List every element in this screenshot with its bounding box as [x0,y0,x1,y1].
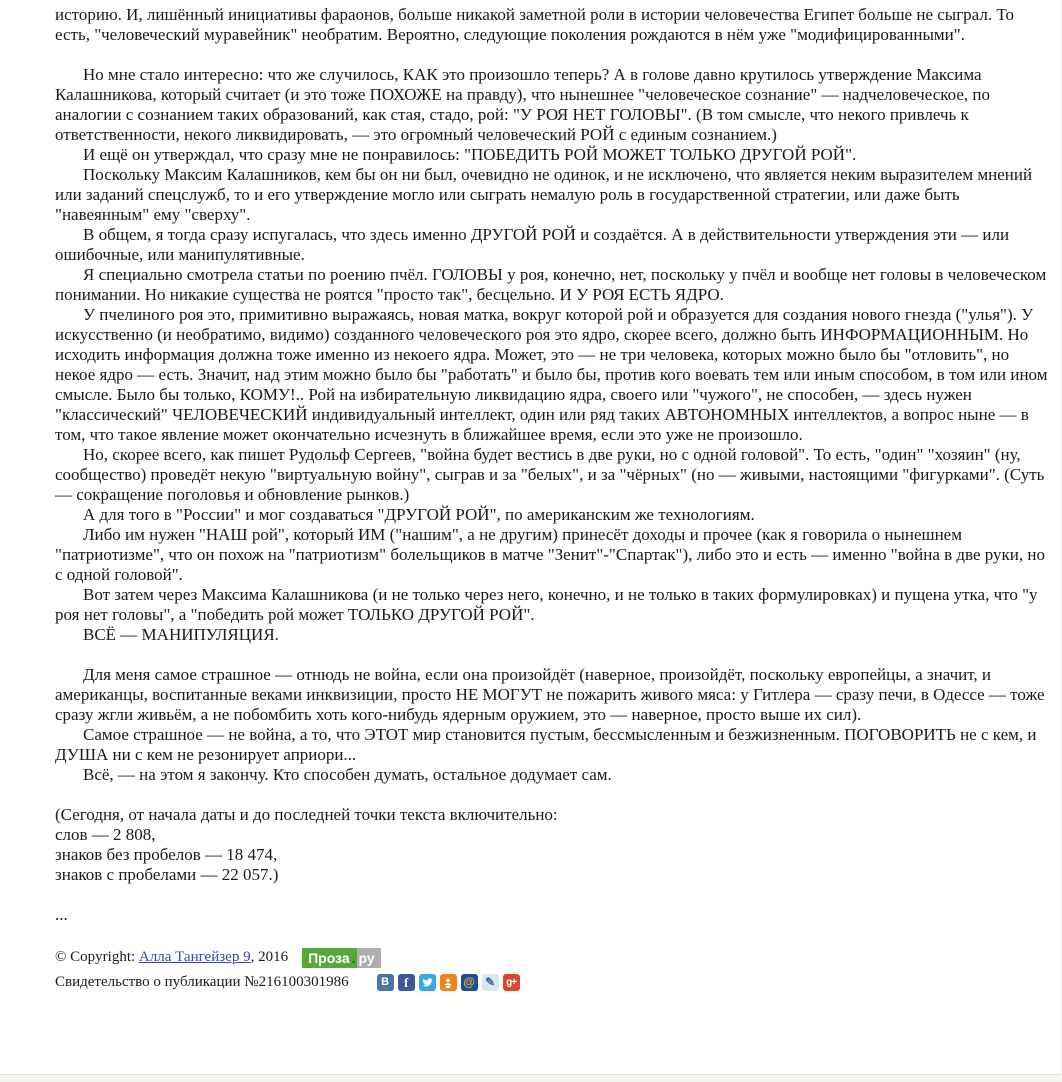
article-text [55,5,1052,925]
certificate-number: Свидетельство о публикации №216100301986 [55,974,349,990]
proza-ru-logo[interactable] [302,948,381,968]
article-paragraph: ... [55,905,68,924]
article-paragraph: Всё, — на этом я закончу. Кто способен думать, остальное додумает сам. [83,765,612,784]
googleplus-share-icon[interactable]: g+ [503,974,520,991]
livejournal-share-icon[interactable]: ✎ [482,974,499,991]
facebook-share-icon[interactable]: f [398,974,415,991]
article-paragraph: В общем, я тогда сразу испугалась, что здесь именно ДРУГОЙ РОЙ и создаётся. А в действительности утверждения эти — или ошибочные, или манипулятивные. [55,225,1010,264]
proza-logo-dot: . [351,949,356,966]
article-paragraph: Поскольку Максим Калашников, кем бы он ни был, очевидно не одинок, и не исключено, что является неким выразителем мнений или заданий спецслужб, то и его утверждение могло или сыграть немалую роль в государственной стратегии, или даже быть "навеянным" ему "сверху". [55,165,1033,224]
article-paragraph: знаков без пробелов — 18 474, [55,845,278,864]
odnoklassniki-share-icon[interactable] [440,974,457,991]
article-paragraph: ВСЁ — МАНИПУЛЯЦИЯ. [83,625,279,644]
page-bottom-strip [0,1074,1062,1082]
copyright-year: , 2016 [250,949,289,965]
article-paragraph: историю. И, лишённый инициативы фараонов, больше никакой заметной роли в истории человечества Египет больше не сыграл. То есть, "человеческий муравейник" необратим. Вероятно, следующие поколения рождаются в нём уже "модифицированными". [55,5,1014,44]
article-paragraph: Я специально смотрела статьи по роению пчёл. ГОЛОВЫ у роя, конечно, нет, поскольку у пчёл и вообще нет головы в человеческом понимании. Но никакие существа не роятся "просто так", бесцельно. И У РОЯ ЕСТЬ ЯДРО. [55,265,1047,304]
mailru-share-icon[interactable]: @ [461,974,478,991]
article-paragraph: Либо им нужен "НАШ рой", который ИМ ("нашим", а не другим) принесёт доходы и прочее (как я говорила о нынешнем "патриотизме", что он похож на "патриотизм" болельщиков в матче "Зенит"-"Спартак"), либо это и есть — именно "война в две руки, но с одной головой". [55,525,1046,584]
proza-logo-green-segment: Проза [302,948,351,968]
article-paragraph: Но, скорее всего, как пишет Рудольф Сергеев, "война будет вестись в две руки, но с одной головой". То есть, "один" "хозяин" (ну, сообщество) проведёт некую "виртуальную войну", сыграв и за "белых", и за "чёрных" (но — живыми, настоящими "фигурками". (Суть — сокращение поголовья и обновление рынков.) [55,445,1045,504]
twitter-share-icon[interactable] [419,974,436,991]
article-paragraph: знаков с пробелами — 22 057.) [55,865,279,884]
article-paragraph: Но мне стало интересно: что же случилось, КАК это произошло теперь? А в голове давно крутилось утверждение Максима Калашникова, который считает (и это тоже ПОХОЖЕ на правду), что нынешнее "человеческое сознание" — надчеловеческое, по аналогии с сознанием таких образований, как стая, стадо, рой: "У РОЯ НЕТ ГОЛОВЫ". (В том смысле, что некого привлечь к ответственности, некого ликвидировать, — это огромный человеческий РОЙ с единым сознанием.) [55,65,990,144]
vk-share-icon[interactable]: В [377,974,394,991]
article-paragraph: У пчелиного роя это, примитивно выражаясь, новая матка, вокруг которой рой и образуется для создания нового гнезда ("улья"). У искусственно (и необратимо, видимо) созданного человеческого роя это ядро, скорее всего, должно быть ИНФОРМАЦИОННЫМ. Но исходить информация должна тоже именно из некоего ядра. Может, это — не три человека, которых можно было бы "отловить", но некое ядро — есть. Значит, над этим можно было бы "работать" и было бы, против кого воевать тем или иным способом, в том или ином смысле. Было бы только, КОМУ!.. Рой на избирательную ликвидацию ядра, своего или "чужого", не способен, — здесь нужен "классический" ЧЕЛОВЕЧЕСКИЙ индивидуальный интеллект, один или ряд таких АВТОНОМНЫХ интеллектов, а вопрос ныне — в том, что такое явление может окончательно исчезнуть в ближайшее время, если это уже не произошло. [55,305,1048,444]
article-paragraph: (Сегодня, от начала даты и до последней точки текста включительно: [55,805,558,824]
article-paragraph: Для меня самое страшное — отнюдь не война, если она произойдёт (наверное, произойдёт, поскольку европейцы, а значит, и американцы, воспитанные веками инквизиции, просто НЕ МОГУТ не пожарить живого мяса: у Гитлера — сразу печи, в Одессе — тоже сразу жгли живьём, а не побомбить хоть кого-нибудь ядерным оружием, это — наверное, просто выше их сил). [55,665,1045,724]
article-paragraph: слов — 2 808, [55,825,156,844]
social-share-bar [377,974,520,991]
article-paragraph: И ещё он утверждал, что сразу мне не понравилось: "ПОБЕДИТЬ РОЙ МОЖЕТ ТОЛЬКО ДРУГОЙ РОЙ". [83,145,857,164]
article-paragraph: А для того в "России" и мог создаваться "ДРУГОЙ РОЙ", по американским же технологиям. [83,505,755,524]
author-link[interactable]: Алла Тангейзер 9 [138,949,251,965]
copyright-line [55,947,1052,968]
proza-logo-gray-segment: ру [357,948,381,968]
publication-footer [55,947,1052,993]
copyright-prefix: © Copyright: [55,949,136,965]
certificate-line [55,972,1052,993]
article-paragraph: Самое страшное — не война, а то, что ЭТОТ мир становится пустым, бессмысленным и безжизненным. ПОГОВОРИТЬ не с кем, и ДУША ни с кем не резонирует априори... [55,725,1037,764]
article-paragraph: Вот затем через Максима Калашникова (и не только через него, конечно, и не только в таких формулировках) и пущена утка, что "у роя нет головы", а "победить рой может ТОЛЬКО ДРУГОЙ РОЙ". [55,585,1038,624]
